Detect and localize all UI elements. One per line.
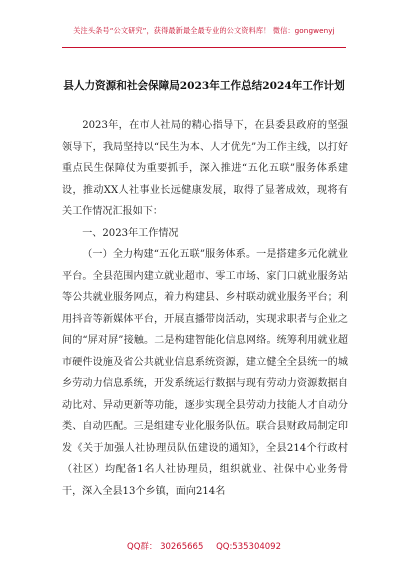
footer-qq-group: QQ群： 30265665 xyxy=(127,542,204,552)
footer-qq-number: QQ:535304092 xyxy=(216,542,281,552)
header-banner: 关注头条号“公文研究”，获得最新最全最专业的公文资料库！ 微信：gongwenyj xyxy=(73,26,335,35)
intro-paragraph: 2023年，在市人社局的精心指导下，在县委县政府的坚强领导下，我局坚持以“民生为本、人才优先”为工作主线，以打好重点民生保障仗为重要抓手，深入推进“五化五联”服务体系建设，推动XX人社事业长远健康发展，取得了显著成效，现将有关工作情况汇报如下： xyxy=(62,120,348,217)
header-divider xyxy=(62,47,346,48)
document-body xyxy=(62,115,348,502)
section-heading: 一、2023年工作情况 xyxy=(82,227,179,239)
body-paragraph: （一）全力构建“五化五联”服务体系。一是搭建多元化就业平台。全县范围内建立就业超市、零工市场、家门口就业服务站等公共就业服务网点，着力构建县、乡村联动就业服务平台；利用抖音等新媒体平台，开展直播带岗活动，实现求职者与企业之间的“屏对屏”接触。二是构建智能化信息网络。统筹利用就业超市硬件设施及省公共就业信息系统资源，建立健全全县统一的城乡劳动力信息系统，开发系统运行数据与现有劳动力资源数据自动比对、异动更新等功能，逐步实现全县劳动力技能人才自动分类、自动匹配。三是组建专业化服务队伍。联合县财政局制定印发《关于加强人社协理员队伍建设的通知》，全县214个行政村（社区）均配备1名人社协理员，组织就业、社保中心业务骨干，深入全县13个乡镇，面向214名 xyxy=(62,249,348,497)
document-title: 县人力资源和社会保障局2023年工作总结2024年工作计划 xyxy=(63,80,345,92)
footer-contact xyxy=(0,540,408,552)
